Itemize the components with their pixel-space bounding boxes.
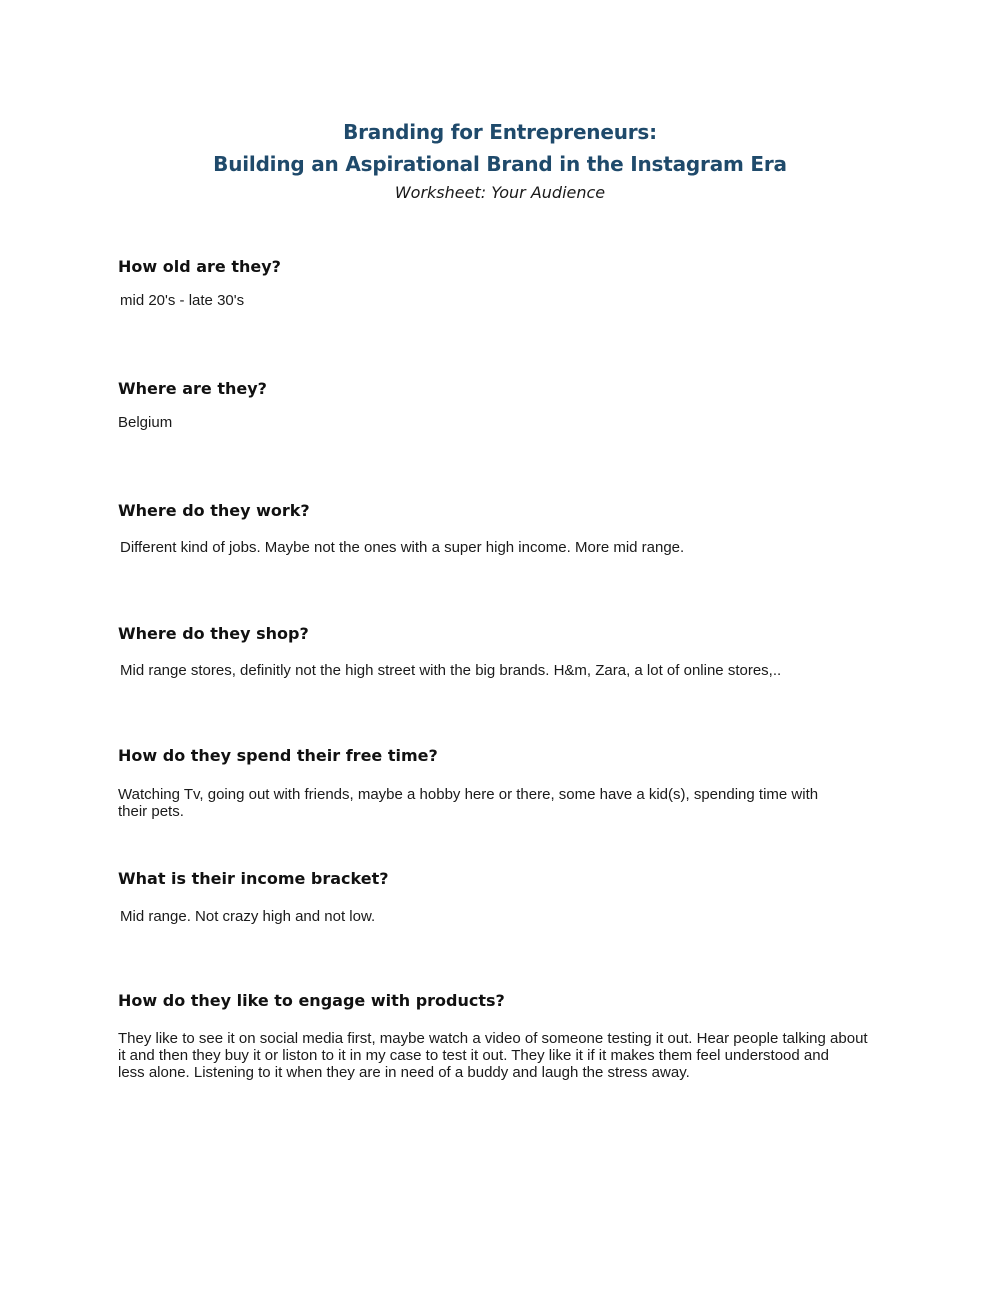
worksheet-subtitle: Worksheet: Your Audience (394, 183, 606, 202)
answer-engagement: They like to see it on social media first, maybe watch a video of someone testing it out. Hear people talking about it and then they buy it or liston to it in my case to test it out. They like it if it makes them feel understood and less alone. Listening to it when they are in need of a buddy and laugh the stress away. (118, 1030, 868, 1081)
question-age: How old are they? (118, 257, 281, 276)
answer-location: Belgium (118, 414, 173, 431)
answer-shopping: Mid range stores, definitly not the high street with the big brands. H&m, Zara, a lot of online stores,.. (120, 662, 782, 679)
title-line-1: Branding for Entrepreneurs: (343, 120, 657, 144)
answer-free-time: Watching Tv, going out with friends, maybe a hobby here or there, some have a kid(s), spending time with their pets. (118, 786, 819, 820)
title-line-2: Building an Aspirational Brand in the Instagram Era (213, 152, 787, 176)
question-free-time: How do they spend their free time? (118, 746, 438, 765)
answer-age: mid 20's - late 30's (120, 292, 245, 309)
question-income: What is their income bracket? (118, 869, 389, 888)
question-engagement: How do they like to engage with products? (118, 991, 505, 1010)
answer-income: Mid range. Not crazy high and not low. (120, 908, 376, 925)
question-location: Where are they? (118, 379, 267, 398)
answer-work: Different kind of jobs. Maybe not the ones with a super high income. More mid range. (120, 539, 685, 556)
question-work: Where do they work? (118, 501, 310, 520)
question-shopping: Where do they shop? (118, 624, 309, 643)
